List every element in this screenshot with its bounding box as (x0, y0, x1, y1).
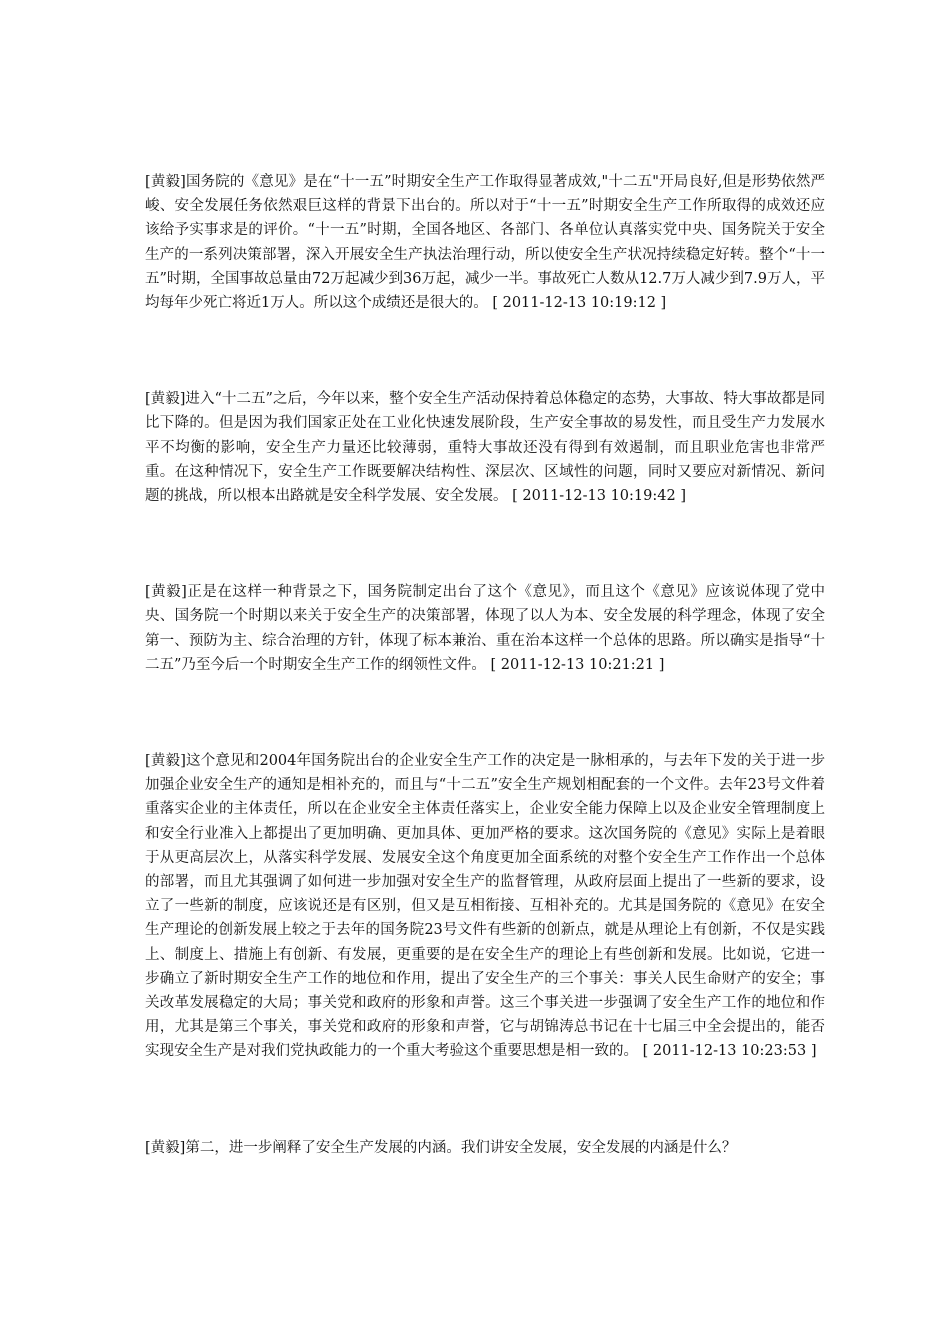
paragraph-text: 国务院的《意见》是在“十一五”时期安全生产工作取得显著成效,"十二五"开局良好,但是形势依然严峻、安全发展任务依然艰巨这样的背景下出台的。所以对于“十一五”时期安全生产工作所取得的成效还应该给予实事求是的评价。“十一五”时期，全国各地区、各部门、各单位认真落实党中央、国务院关于安全生产的一系列决策部署，深入开展安全生产执法治理行动，所以使安全生产状况持续稳定好转。整个“十一五”时期，全国事故总量由72万起减少到36万起，减少一半。事故死亡人数从12.7万人减少到7.9万人，平均每年少死亡将近1万人。所以这个成绩还是很大的。 (145, 174, 825, 312)
transcript-paragraph-4 (145, 749, 825, 1064)
transcript-paragraph-1 (145, 170, 825, 315)
transcript-paragraph-5 (145, 1136, 825, 1160)
transcript-paragraph-2 (145, 387, 825, 508)
speaker-label: [黄毅] (145, 391, 186, 408)
speaker-label: [黄毅] (145, 584, 187, 601)
paragraph-spacer (145, 677, 825, 749)
paragraph-spacer (145, 1064, 825, 1136)
timestamp: [ 2011-12-13 10:23:53 ] (642, 1043, 817, 1060)
transcript-body (145, 170, 825, 1160)
paragraph-text: 正是在这样一种背景之下，国务院制定出台了这个《意见》，而且这个《意见》应该说体现了党中央、国务院一个时期以来关于安全生产的决策部署，体现了以人为本、安全发展的科学理念，体现了安全第一、预防为主、综合治理的方针，体现了标本兼治、重在治本这样一个总体的思路。所以确实是指导“十二五”乃至今后一个时期安全生产工作的纲领性文件。 (145, 584, 825, 673)
paragraph-text: 进入“十二五”之后，今年以来，整个安全生产活动保持着总体稳定的态势，大事故、特大事故都是同比下降的。但是因为我们国家正处在工业化快速发展阶段，生产安全事故的易发性，而且受生产力发展水平不均衡的影响，安全生产力量还比较薄弱，重特大事故还没有得到有效遏制，而且职业危害也非常严重。在这种情况下，安全生产工作既要解决结构性、深层次、区域性的问题，同时又要应对新情况、新问题的挑战，所以根本出路就是安全科学发展、安全发展。 (145, 391, 825, 505)
paragraph-text: 这个意见和2004年国务院出台的企业安全生产工作的决定是一脉相承的，与去年下发的关于进一步加强企业安全生产的通知是相补充的，而且与“十二五”安全生产规划相配套的一个文件。去年23号文件着重落实企业的主体责任，所以在企业安全主体责任落实上，企业安全能力保障上以及企业安全管理制度上和安全行业准入上都提出了更加明确、更加具体、更加严格的要求。这次国务院的《意见》实际上是着眼于从更高层次上，从落实科学发展、发展安全这个角度更加全面系统的对整个安全生产工作作出一个总体的部署，而且尤其强调了如何进一步加强对安全生产的监督管理，从政府层面上提出了一些新的要求，设立了一些新的制度，应该说还是有区别，但又是互相衔接、互相补充的。尤其是国务院的《意见》在安全生产理论的创新发展上较之于去年的国务院23号文件有些新的创新点，就是从理论上有创新，不仅是实践上、制度上、措施上有创新、有发展，更重要的是在安全生产的理论上有些创新和发展。比如说，它进一步确立了新时期安全生产工作的地位和作用，提出了安全生产的三个事关：事关人民生命财产的安全；事关改革发展稳定的大局；事关党和政府的形象和声誉。这三个事关进一步强调了安全生产工作的地位和作用，尤其是第三个事关，事关党和政府的形象和声誉，它与胡锦涛总书记在十七届三中全会提出的，能否实现安全生产是对我们党执政能力的一个重大考验这个重要思想是相一致的。 (145, 753, 825, 1060)
speaker-label: [黄毅] (145, 174, 186, 190)
paragraph-spacer (145, 315, 825, 387)
speaker-label: [黄毅] (145, 1139, 186, 1156)
timestamp: [ 2011-12-13 10:19:12 ] (492, 295, 667, 312)
transcript-paragraph-3 (145, 580, 825, 677)
speaker-label: [黄毅] (145, 753, 186, 770)
paragraph-text: 第二，进一步阐释了安全生产发展的内涵。我们讲安全发展，安全发展的内涵是什么？ (185, 1139, 737, 1156)
timestamp: [ 2011-12-13 10:21:21 ] (490, 656, 665, 673)
timestamp: [ 2011-12-13 10:19:42 ] (512, 488, 686, 505)
paragraph-spacer (145, 508, 825, 580)
